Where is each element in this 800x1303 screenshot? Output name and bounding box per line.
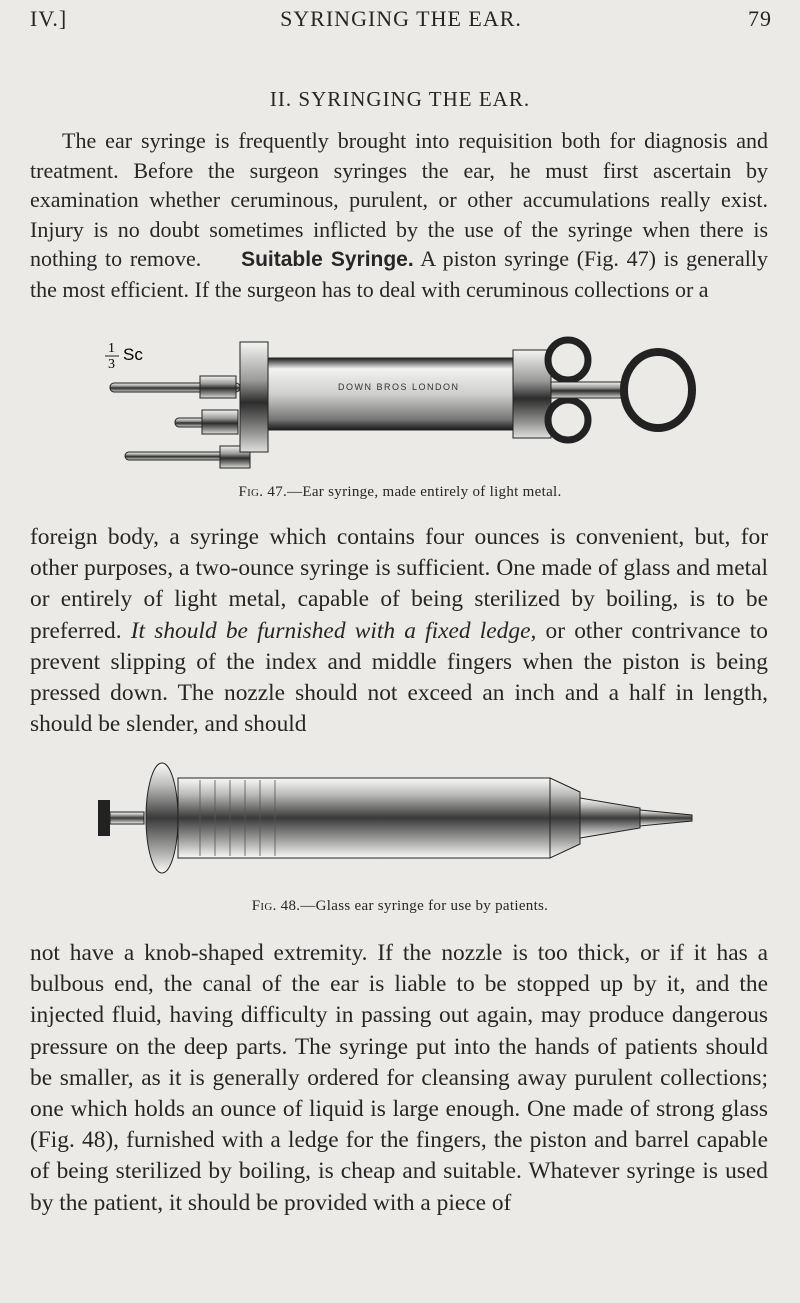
paragraph-2-emphasis: It should be furnished with a fixed ledge, [130, 617, 537, 644]
paragraph-1-text: The ear syringe is frequently brought into requisition both for diagnosis and treatment. Before the surgeon syringes the ear, he must first ascertain by examination whether ceruminous, purulent, or other accumulations really exist. Injury is no doubt sometimes inflicted by the use of the syringe when there is nothing to remove. [30, 128, 768, 272]
glass-nozzle [640, 810, 692, 826]
metal-syringe-illustration [90, 330, 710, 510]
figure-48-glass-syringe [80, 758, 720, 918]
paragraph-1-continuation: A piston syringe (Fig. 47) is generally the most efficient. If the surgeon has to deal with ceruminous collections or a [30, 246, 768, 302]
figure-47-ear-syringe [90, 330, 710, 510]
finger-ledge [146, 763, 178, 873]
nozzle-base [580, 798, 640, 838]
figure-48-caption-text: —Glass ear syringe for use by patients. [300, 898, 549, 914]
figure-47-caption-text: —Ear syringe, made entirely of light metal. [287, 484, 562, 500]
paragraph-3-text: not have a knob-shaped extremity. If the nozzle is too thick, or if it has a bulbous end, the canal of the ear is liable to be stopped up by it, and the injected fluid, having difficulty in passing out again, may produce dangerous pressure on the deep parts. The syringe put into the hands of patients should be smaller, as it is generally ordered for cleansing away purulent collections; one which holds an ounce of liquid is large enough. One made of strong glass (Fig. 48), furnished with a ledge for the fingers, the piston and barrel capable of being sterilized by boiling, is cheap and suitable. Whatever syringe is used by the patient, it should be provided with a piece of [30, 940, 768, 1216]
plunger-knob [98, 800, 110, 836]
figure-47-label: Fig. 47. [238, 484, 288, 500]
glass-syringe-illustration [80, 758, 720, 888]
thumb-ring [624, 352, 692, 428]
scale-label: Sc [123, 345, 143, 364]
chapter-number: IV.] [30, 6, 68, 31]
figure-48-label: Fig. 48. [251, 898, 301, 914]
paragraph-2-text: foreign body, a syringe which contains four ounces is convenient, but, for other purposes, a two-ounce syringe is sufficient. One made of glass and metal or entirely of light metal, capable of being sterilized by boiling, is to be preferred. [30, 524, 768, 644]
finger-ring-top [548, 340, 588, 380]
nozzle-hub-2 [202, 410, 238, 434]
paragraph-1 [30, 126, 768, 305]
paragraph-3 [30, 938, 768, 1219]
barrel-taper [550, 778, 580, 858]
syringe-barrel [268, 358, 513, 430]
scale-denominator: 3 [108, 357, 115, 372]
paragraph-2 [30, 522, 768, 740]
plunger-shaft [110, 812, 144, 824]
figure-47-caption [90, 484, 710, 501]
page-number: 79 [748, 6, 772, 31]
maker-mark: DOWN BROS LONDON [338, 382, 460, 392]
finger-ring-bottom [548, 400, 588, 440]
running-head [30, 6, 772, 46]
running-title: SYRINGING THE EAR. [280, 6, 522, 31]
front-flange [240, 342, 268, 452]
glass-barrel [178, 778, 550, 858]
scale-numerator: 1 [108, 341, 115, 356]
plunger-rod [551, 382, 621, 398]
paragraph-2-continuation: or other contrivance to prevent slipping of the index and middle fingers when the piston is being pressed down. The nozzle should not exceed an inch and a half in length, should be slender, and should [30, 617, 768, 738]
section-title: II. SYRINGING THE EAR. [269, 87, 531, 111]
nozzle-hub-1 [200, 376, 236, 398]
figure-48-caption [80, 898, 720, 915]
suitable-syringe-heading: Suitable Syringe. [241, 248, 414, 272]
